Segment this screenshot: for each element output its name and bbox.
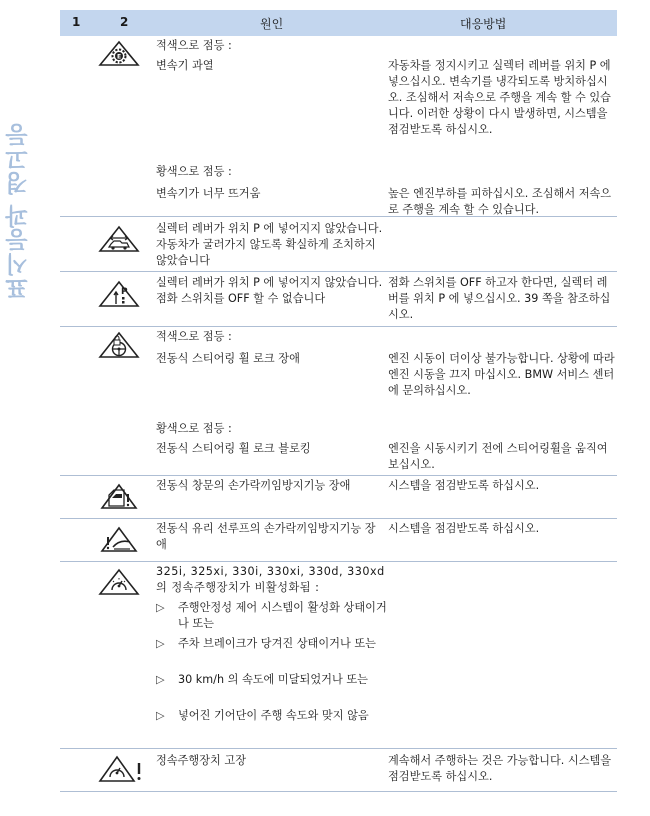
header-remedy: 대응방법: [460, 17, 507, 31]
row2-cause: 실렉터 레버가 위치 P 에 넣어지지 않았습니다. 자동차가 굴러가지 않도록 확실하게 조치하지 않았습니다: [156, 222, 383, 267]
row3-remedy: 점화 스위치를 OFF 하고자 한다면, 실렉터 레버를 위치 P 에 넣으십시오. 39 쪽을 참조하십시오.: [388, 276, 611, 321]
window-pinch-protection-icon: [94, 482, 144, 512]
table-row: [60, 476, 617, 519]
row8-remedy: 계속해서 주행하는 것은 가능합니다. 시스템을 점검받도록 하십시오.: [388, 754, 612, 783]
bullet-marker: ▷: [156, 601, 165, 614]
table-row: [60, 36, 617, 217]
bullet-marker: ▷: [156, 673, 165, 686]
table-header: [60, 10, 617, 36]
row4-state2: 황색으로 점등 :: [156, 422, 232, 435]
cruise-control-icon: [94, 568, 144, 598]
row6-cause: 전동식 유리 선루프의 손가락끼임방지기능 장애: [156, 522, 376, 551]
row1-cause1: 변속기 과열: [156, 59, 214, 72]
row7-bullet2: 주차 브레이크가 당겨진 상태이거나 또는: [178, 637, 376, 650]
table-row: [60, 327, 617, 476]
car-rolling-warning-icon: [94, 225, 144, 255]
row4-state1: 적색으로 점등 :: [156, 330, 232, 343]
cruise-control-fault-icon: [94, 755, 144, 785]
row5-remedy: 시스템을 점검받도록 하십시오.: [388, 479, 540, 492]
steering-lock-icon: [94, 331, 144, 361]
header-col2: 2: [120, 15, 129, 29]
row3-cause: 실렉터 레버가 위치 P 에 넣어지지 않았습니다. 점화 스위치를 OFF 할 수 없습니다: [156, 276, 383, 305]
row1-cause2: 변속기가 너무 뜨거움: [156, 187, 261, 200]
row1-remedy2: 높은 엔진부하를 피하십시오. 조심해서 저속으로 주행을 계속 할 수 있습니다.: [388, 187, 612, 216]
header-cause: 원인: [260, 17, 284, 31]
row1-state2: 황색으로 점등 :: [156, 165, 232, 178]
warning-lights-table: [60, 10, 617, 792]
transmission-gear-warning-icon: [94, 40, 144, 70]
header-col1: 1: [72, 15, 81, 29]
selector-lever-p-icon: [94, 280, 144, 310]
table-row: [60, 519, 617, 562]
row5-cause: 전동식 창문의 손가락끼임방지기능 장애: [156, 479, 351, 492]
row6-remedy: 시스템을 점검받도록 하십시오.: [388, 522, 540, 535]
row4-cause1: 전동식 스티어링 휠 로크 장애: [156, 352, 300, 365]
row7-cause: 325i, 325xi, 330i, 330xi, 330d, 330xd 의 정속주행장치가 비활성화됨 :: [156, 565, 385, 594]
side-chapter-title: 표시등과 경고등: [6, 122, 32, 300]
row4-remedy2: 엔진을 시동시키기 전에 스티어링휠을 움직여 보십시오.: [388, 442, 608, 471]
row1-state1: 적색으로 점등 :: [156, 39, 232, 52]
bullet-marker: ▷: [156, 637, 165, 650]
row7-bullet1: 주행안정성 제어 시스템이 활성화 상태이거나 또는: [178, 601, 387, 630]
table-row: [60, 217, 617, 272]
row4-cause2: 전동식 스티어링 휠 로크 블로킹: [156, 442, 311, 455]
svg-text:P: P: [121, 287, 128, 297]
table-row: [60, 562, 617, 749]
row1-remedy1: 자동차를 정지시키고 실렉터 레버를 위치 P 에 넣으십시오. 변속기를 냉각되도록 방치하십시오. 조심해서 저속으로 주행을 계속 할 수 있습니다. 이러한 상황이 다시 발생하면, 시스템을 점검받도록 하십시오.: [388, 59, 611, 136]
table-row: [60, 272, 617, 327]
table-row: [60, 749, 617, 792]
bullet-marker: ▷: [156, 709, 165, 722]
svg-text:E: E: [116, 53, 122, 61]
row4-remedy1: 엔진 시동이 더이상 불가능합니다. 상황에 따라 엔진 시동을 끄지 마십시오. BMW 서비스 센터에 문의하십시오.: [388, 352, 615, 397]
sunroof-pinch-protection-icon: [94, 525, 144, 555]
row8-cause: 정속주행장치 고장: [156, 754, 247, 767]
row7-bullet4: 넣어진 기어단이 주행 속도와 맞지 않음: [178, 709, 369, 722]
row7-bullet3: 30 km/h 의 속도에 미달되었거나 또는: [178, 673, 368, 686]
